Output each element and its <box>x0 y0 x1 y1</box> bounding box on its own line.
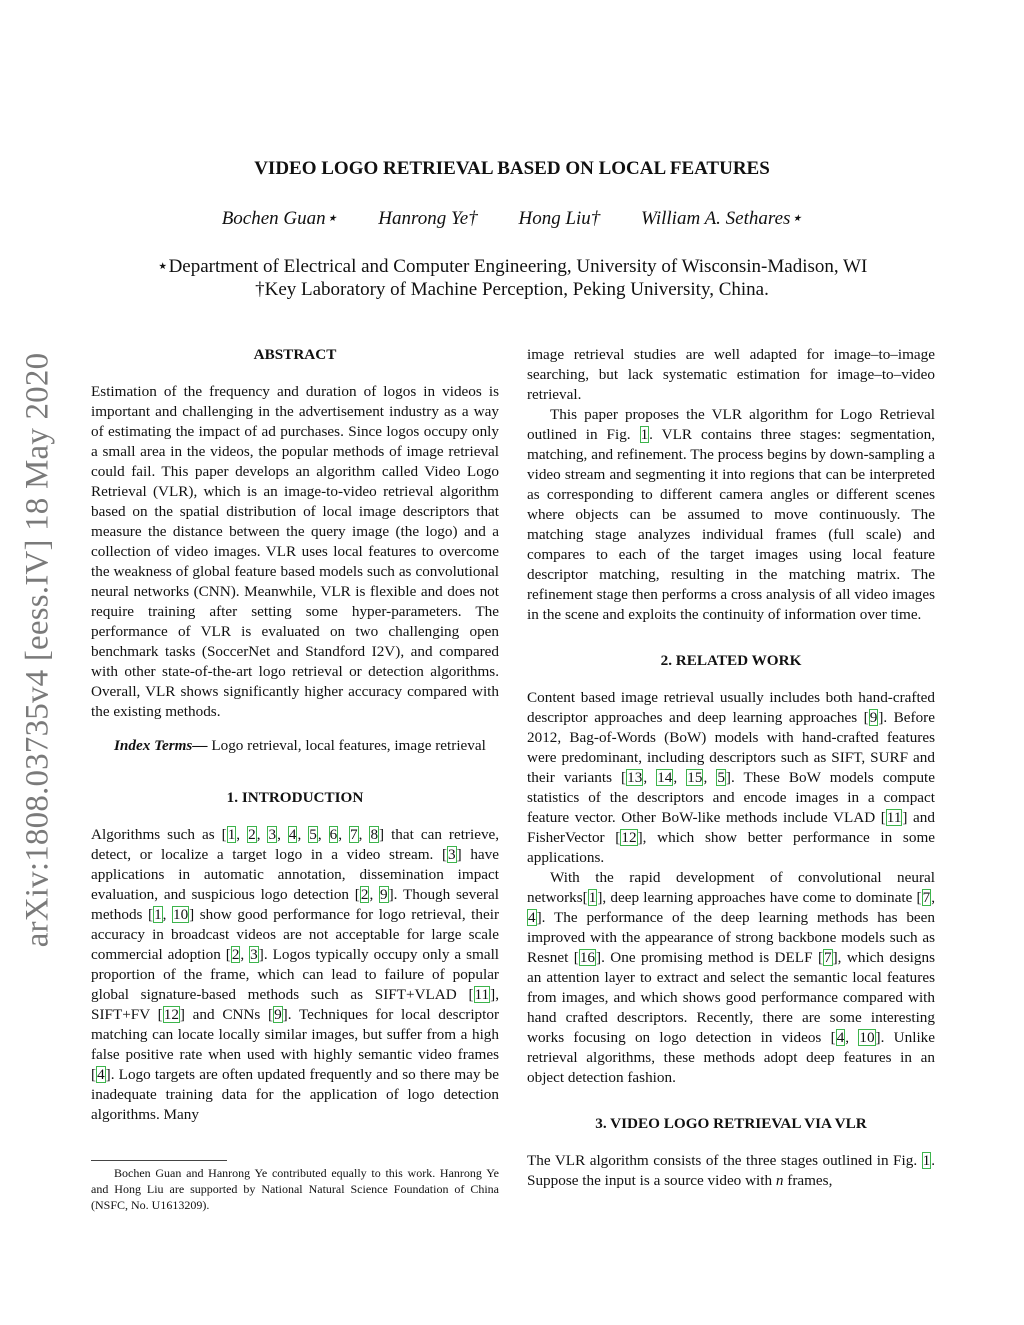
paragraph-text: ] have applications in automatic annotation, dissemination impact evaluation, and suspicious logo detection [ <box>91 846 499 903</box>
affiliation-1: ⋆Department of Electrical and Computer Engineering, University of Wisconsin-Madison, WI <box>156 256 868 277</box>
related-work-paragraph-1 <box>527 688 935 868</box>
paragraph-text: , <box>297 826 309 843</box>
abstract-text: Estimation of the frequency and duration of logos in videos is important and challenging in the advertisement industry as a way of estimating the impact of ad purchases. Since logos occupy only a small area in the videos, the popular methods of image retrieval could fail. This paper develops an algorithm called Video Logo Retrieval (VLR), which is an image-to-video retrieval algorithm based on the spatial distribution of local image descriptors that measure the distance between the query image (the logo) and a collection of video images. VLR uses local features to overcome the weakness of global feature based models such as convolutional neural networks (CNN). Meanwhile, VLR is flexible and does not require training after setting some hyper-parameters. The performance of VLR is evaluated on two challenging open benchmark tasks (SoccerNet and Standford I2V), and compared with other state-of-the-art logo retrieval or detection algorithms. Overall, VLR shows significantly higher accuracy compared with the existing methods. <box>91 383 499 720</box>
paper-title: VIDEO LOGO RETRIEVAL BASED ON LOCAL FEATURES <box>254 158 770 179</box>
paragraph-text: ], SIFT+FV [ <box>91 986 499 1023</box>
citation-link[interactable]: 7 <box>922 889 931 906</box>
vlr-heading: 3. VIDEO LOGO RETRIEVAL VIA VLR <box>595 1115 867 1132</box>
author-list <box>0 207 1024 230</box>
paragraph-text: ]. Before 2012, Bag-of-Words (BoW) models with hand-crafted features were predominant, including descriptors such as SIFT, SURF and their variants [ <box>527 709 935 786</box>
footnote-text: Bochen Guan and Hanrong Ye contributed equally to this work. Hanrong Ye and Hong Liu are supported by National Natural Science Foundation of China (NSFC, No. U1613209). <box>91 1166 499 1212</box>
paragraph-text: ] show good performance for logo retrieval, their accuracy in broadcast videos are not acceptable for large scale commercial adoption [ <box>91 906 499 963</box>
left-column <box>91 345 500 1212</box>
paragraph-text: ] and CNNs [ <box>179 1006 274 1023</box>
citation-link[interactable]: 10 <box>859 1029 875 1046</box>
footnote-block <box>91 1160 499 1213</box>
paragraph-text: , <box>277 826 288 843</box>
citation-link[interactable]: 4 <box>97 1066 105 1083</box>
paragraph-text: , <box>240 946 250 963</box>
intro-heading: 1. INTRODUCTION <box>226 789 364 806</box>
abstract-heading: ABSTRACT <box>253 346 337 363</box>
citation-link[interactable]: 9 <box>274 1006 282 1023</box>
intro-continuation: image retrieval studies are well adapted for image–to–image searching, but lack systematic estimation for image–to–video retrieval. <box>527 346 935 403</box>
paragraph-text: ] that can retrieve, detect, or localize a target logo in a video stream. [ <box>91 826 500 863</box>
paragraph-text: , <box>643 769 657 786</box>
citation-link[interactable]: 12 <box>163 1006 179 1023</box>
citation-link[interactable]: 5 <box>309 826 317 843</box>
citation-link[interactable]: 3 <box>268 826 277 843</box>
paragraph-text: ]. The performance of the deep learning methods has been improved with the appearance of strong backbone models such as Resnet [ <box>527 909 935 966</box>
paragraph-text: frames, <box>783 1172 833 1189</box>
citation-link[interactable]: 11 <box>886 809 902 826</box>
citation-link[interactable]: 1 <box>922 1152 931 1169</box>
paragraph-text: With the rapid development of convolutional neural networks[ <box>527 869 935 906</box>
paragraph-text: Algorithms such as [ <box>91 826 227 843</box>
citation-link[interactable]: 3 <box>448 846 456 863</box>
related-work-paragraph-2 <box>527 868 935 1088</box>
related-work-heading: 2. RELATED WORK <box>660 652 802 669</box>
author-name: Hong Liu† <box>518 208 601 229</box>
citation-link[interactable]: 14 <box>657 769 673 786</box>
citation-link[interactable]: 7 <box>824 949 832 966</box>
citation-link[interactable]: 16 <box>579 949 596 966</box>
citation-link[interactable]: 4 <box>288 826 297 843</box>
arxiv-identifier: arXiv:1808.03735v4 [eess.IV] 18 May 2020 <box>19 352 56 948</box>
right-column <box>527 345 935 1191</box>
affiliation-2: †Key Laboratory of Machine Perception, Peking University, China. <box>255 279 769 300</box>
citation-link[interactable]: 9 <box>380 886 388 903</box>
index-terms-label: Index Terms— <box>114 737 208 754</box>
citation-link[interactable]: 1 <box>640 426 649 443</box>
paragraph-text: ] and FisherVector [ <box>527 809 935 846</box>
paragraph-text: ]. Logo targets are often updated frequently and so there may be inadequate training data for the application of logo detection algorithms. Many <box>91 1066 499 1123</box>
arxiv-sidebar <box>8 330 68 970</box>
paragraph-text: , <box>931 889 935 906</box>
paragraph-text: ], which designs an attention layer to extract and select the semantic local features from images, and which shows good performance compared with hand crafted descriptors. Recently, there are some interesting works focusing on logo detection in videos [ <box>527 949 935 1046</box>
author-name: Hanrong Ye† <box>378 208 478 229</box>
paragraph-text: ]. These BoW models compute statistics of the descriptors and encode images in a compact feature vector. Other BoW-like methods include VLAD [ <box>527 769 936 826</box>
paragraph-text: . Suppose the input is a source video with <box>527 1152 935 1189</box>
paragraph-text: , <box>338 826 350 843</box>
citation-link[interactable]: 3 <box>250 946 258 963</box>
paragraph-text: ]. Unlike retrieval algorithms, these methods adopt deep features in an object detection fashion. <box>527 1029 936 1086</box>
paragraph-text: ]. Though several methods [ <box>91 886 499 923</box>
intro-paragraph <box>91 825 499 1125</box>
paragraph-text: , <box>673 769 687 786</box>
citation-link[interactable]: 4 <box>836 1029 845 1046</box>
author-name: William A. Sethares⋆ <box>641 208 803 229</box>
citation-link[interactable]: 2 <box>248 826 256 843</box>
citation-link[interactable]: 9 <box>869 709 878 726</box>
paragraph-text: , <box>703 769 717 786</box>
citation-link[interactable]: 7 <box>350 826 358 843</box>
paragraph-text: , <box>317 826 329 843</box>
vlr-paragraph <box>527 1151 935 1191</box>
citation-link[interactable]: 12 <box>621 829 637 846</box>
paragraph-text: , <box>236 826 248 843</box>
citation-link[interactable]: 1 <box>588 889 597 906</box>
footnote-rule <box>91 1160 227 1161</box>
paragraph-text: , <box>358 826 370 843</box>
paragraph-text: , <box>845 1029 859 1046</box>
index-terms <box>91 736 499 756</box>
citation-link[interactable]: 4 <box>528 909 536 926</box>
paragraph-text: . VLR contains three stages: segmentation, matching, and refinement. The process begins by down-sampling a video stream and segmenting it into regions that can be interpreted as corresponding to different camera angles or different scenes where objects can be assumed to move continuously. The matching stage analyzes individual frames (full scale) and compares to each of the target images using local feature descriptor matching, resulting in the matching matrix. The refinement stage then performs a cross analysis of all video images in the scene and exploits the continuity of information over time. <box>527 426 935 623</box>
paragraph-text: , <box>369 886 380 903</box>
citation-link[interactable]: 2 <box>231 946 240 963</box>
paragraph-text: ], which show better performance in some applications. <box>527 829 935 866</box>
paragraph-text: , <box>256 826 268 843</box>
citation-link[interactable]: 6 <box>329 826 338 843</box>
intro-paragraph-2 <box>527 405 935 625</box>
paragraph-text: This paper proposes the VLR algorithm for Logo Retrieval outlined in Fig. <box>527 406 935 443</box>
math-variable: n <box>775 1172 784 1189</box>
citation-link[interactable]: 10 <box>172 906 189 923</box>
paragraph-text: ]. Techniques for local descriptor matching can locate locally similar images, but suffer from a high false positive rate when used with highly semantic video frames [ <box>91 1006 499 1083</box>
citation-link[interactable]: 1 <box>227 826 236 843</box>
paragraph-text: ]. One promising method is DELF [ <box>596 949 824 966</box>
paragraph-text: The VLR algorithm consists of the three stages outlined in Fig. <box>527 1152 922 1169</box>
citation-link[interactable]: 11 <box>474 986 490 1003</box>
citation-link[interactable]: 1 <box>154 906 162 923</box>
citation-link[interactable]: 13 <box>627 769 643 786</box>
index-terms-text: Logo retrieval, local features, image retrieval <box>207 737 486 754</box>
citation-link[interactable]: 5 <box>717 769 725 786</box>
paragraph-text: Content based image retrieval usually includes both hand-crafted descriptor approaches and deep learning approaches [ <box>527 689 935 726</box>
author-name: Bochen Guan⋆ <box>221 208 338 229</box>
citation-link[interactable]: 15 <box>687 769 703 786</box>
paragraph-text: ], deep learning approaches have come to dominate [ <box>597 889 922 906</box>
citation-link[interactable]: 8 <box>370 826 379 843</box>
paragraph-text: , <box>162 906 172 923</box>
citation-link[interactable]: 2 <box>360 886 369 903</box>
paragraph-text: ]. Logos typically occupy only a small proportion of the frame, which can lead to failure of popular global signature-based methods such as SIFT+VLAD [ <box>91 946 500 1003</box>
